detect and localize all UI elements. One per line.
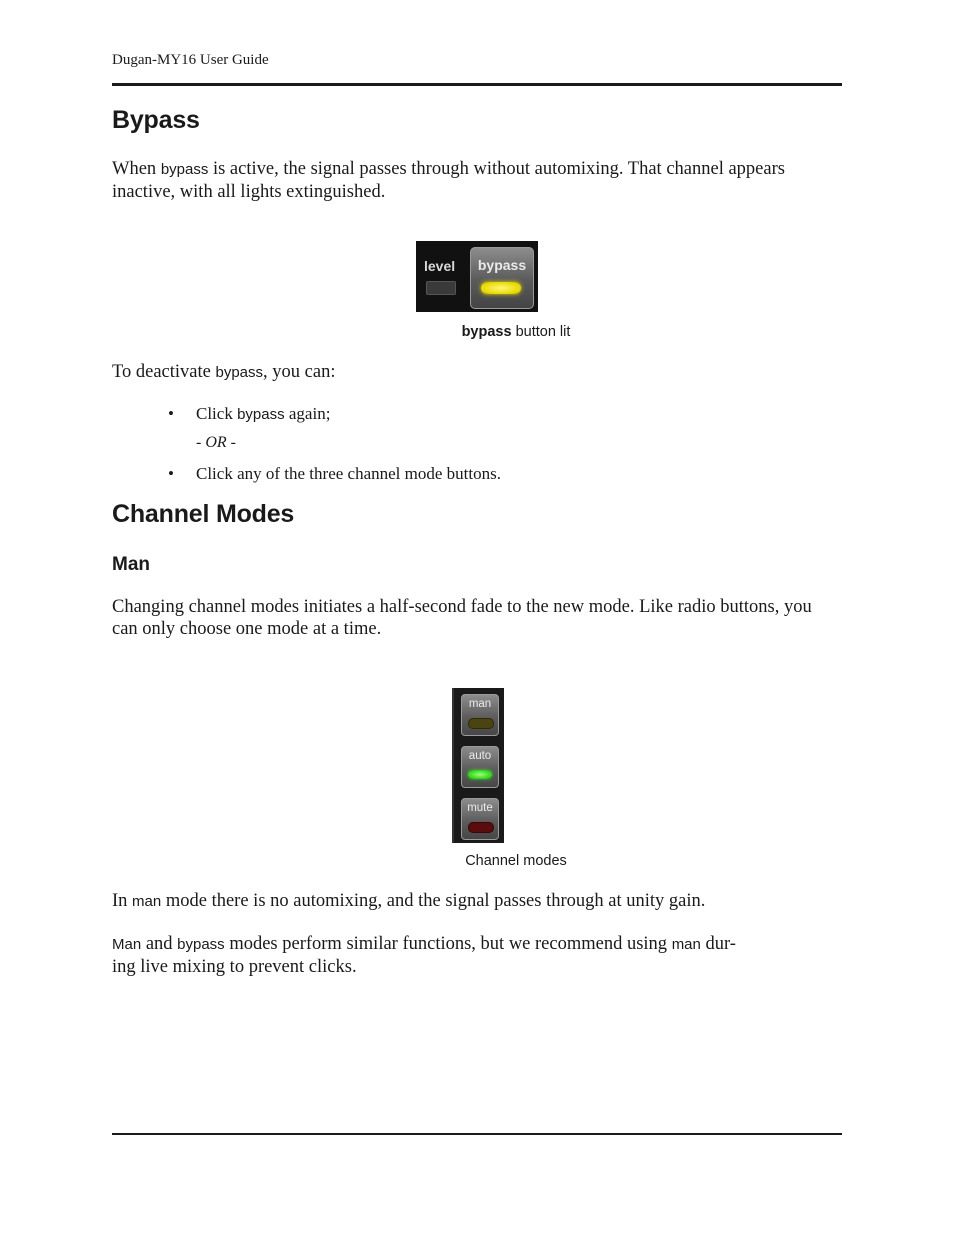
or-text: - OR - xyxy=(196,434,236,451)
figure-caption-modes: Channel modes xyxy=(465,853,567,869)
text-run: is active, the signal passes through without automixing. That channel appears inactive, with all lights extinguished. xyxy=(112,159,785,202)
auto-led-lit xyxy=(468,770,492,779)
channel-modes-figure xyxy=(452,688,504,843)
level-indicator xyxy=(426,281,456,295)
text-run: When xyxy=(112,159,161,179)
keyword-bypass: bypass xyxy=(177,936,225,953)
man-led xyxy=(468,718,494,729)
section-heading-channel-modes: Channel Modes xyxy=(112,500,295,528)
text-run: and xyxy=(141,934,178,954)
auto-button-label: auto xyxy=(468,750,492,762)
or-separator xyxy=(196,434,236,452)
mute-led xyxy=(468,822,494,833)
bullet-marker: • xyxy=(168,464,174,483)
man-mode-button xyxy=(461,694,499,736)
bullet-marker: • xyxy=(168,404,174,423)
figure-caption-bypass xyxy=(416,324,616,340)
caption-keyword: bypass xyxy=(461,324,512,340)
keyword-man: Man xyxy=(112,936,142,953)
keyword-man: man xyxy=(671,936,701,953)
auto-mode-button xyxy=(461,746,499,788)
caption-text: button lit xyxy=(511,324,571,340)
man-button-label: man xyxy=(468,698,492,710)
bypass-intro-paragraph xyxy=(112,158,842,203)
text-run: , you can: xyxy=(263,362,336,382)
bullet-item: Click any of the three channel mode buttons. xyxy=(196,464,501,483)
text-run: mode there is no automixing, and the signal passes through at unity gain. xyxy=(161,891,706,911)
header-rule xyxy=(112,83,842,86)
running-header: Dugan-MY16 User Guide xyxy=(112,52,269,68)
subheading-man: Man xyxy=(112,554,150,575)
modes-paragraph: Changing channel modes initiates a half-second fade to the new mode. Like radio buttons, you can only choose one mode at a time. xyxy=(112,597,812,639)
keyword-man: man xyxy=(132,893,162,910)
text-run: modes perform similar functions, but we recommend using xyxy=(224,934,672,954)
keyword-bypass: bypass xyxy=(160,161,209,178)
footer-rule xyxy=(112,1133,842,1135)
mute-mode-button xyxy=(461,798,499,840)
text-run: again; xyxy=(284,404,331,423)
mute-button-label: mute xyxy=(467,802,493,814)
deactivate-paragraph xyxy=(112,361,842,384)
text-run: In xyxy=(112,891,133,911)
level-label: level xyxy=(424,258,456,274)
bypass-button-figure xyxy=(416,241,538,312)
recommendation-paragraph xyxy=(112,933,842,978)
keyword-bypass: bypass xyxy=(237,406,285,423)
text-run: To deactivate xyxy=(112,362,216,382)
text-run: Click xyxy=(196,404,238,423)
text-run: dur- xyxy=(700,934,736,954)
man-mode-paragraph xyxy=(112,890,842,913)
bypass-button-label: bypass xyxy=(477,257,527,273)
bypass-led-lit xyxy=(481,282,521,294)
bypass-button xyxy=(470,247,534,309)
text-run: ing live mixing to prevent clicks. xyxy=(112,957,357,977)
section-heading-bypass: Bypass xyxy=(112,106,200,134)
bullet-item xyxy=(196,404,330,424)
keyword-bypass: bypass xyxy=(215,364,264,381)
